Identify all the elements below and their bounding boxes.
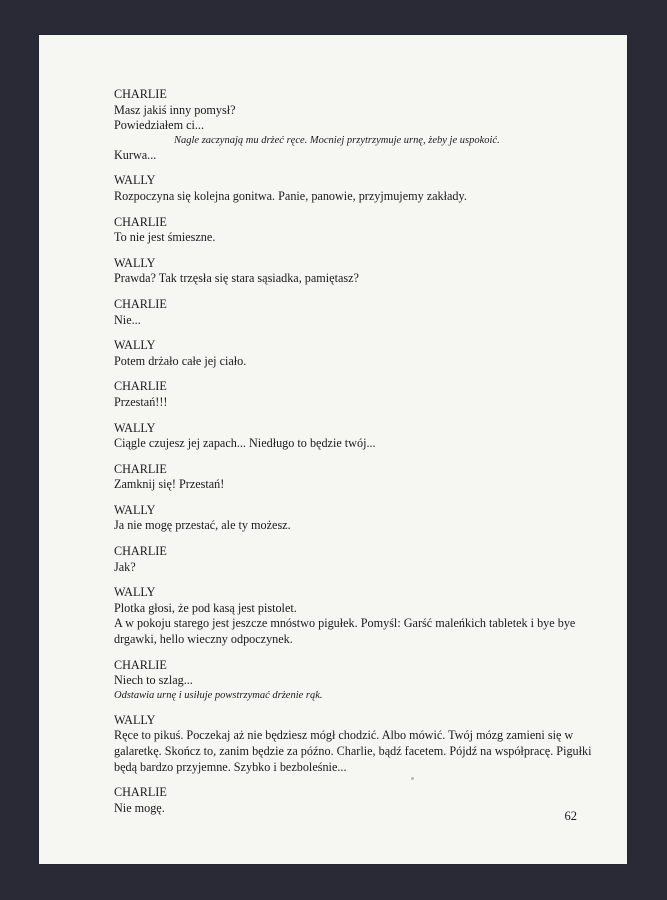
dialogue-block xyxy=(114,338,594,369)
dialogue-line: Przestań!!! xyxy=(114,394,168,409)
dialogue-block xyxy=(114,503,594,534)
speaker-name: WALLY xyxy=(114,338,156,353)
document-page xyxy=(39,35,627,864)
dialogue-line: Ręce to pikuś. Poczekaj aż nie będziesz mógł chodzić. Albo mówić. Twój mózg zamieni się w galaretkę. Skończ to, zanim będzie za późno. Charlie, bądź facetem. Pójdź na współpracę. Pigułki będą bardzo przyjemne. Szybko i bezboleśnie... xyxy=(114,728,592,774)
dialogue-block xyxy=(114,173,594,204)
dialogue-block xyxy=(114,379,594,410)
dialogue-line: Ja nie mogę przestać, ale ty możesz. xyxy=(114,518,291,533)
dialogue-block xyxy=(114,713,594,775)
dialogue-line: Prawda? Tak trzęsła się stara sąsiadka, pamiętasz? xyxy=(114,271,359,286)
dialogue-block xyxy=(114,87,594,163)
speaker-name: WALLY xyxy=(114,585,156,600)
dialogue-line: Niech to szlag... xyxy=(114,673,193,688)
speaker-name: CHARLIE xyxy=(114,379,167,394)
speaker-name: CHARLIE xyxy=(114,657,167,672)
script-content xyxy=(114,87,594,826)
dialogue-line: Masz jakiś inny pomysł? xyxy=(114,102,236,117)
dialogue-line: Jak? xyxy=(114,559,136,574)
dialogue-line: A w pokoju starego jest jeszcze mnóstwo pigułek. Pomyśl: Garść maleńkich tabletek i bye bye drgawki, hello wieczny odpoczynek. xyxy=(114,616,576,647)
speaker-name: CHARLIE xyxy=(114,785,167,800)
dialogue-line: Potem drżało całe jej ciało. xyxy=(114,353,247,368)
dialogue-block xyxy=(114,256,594,287)
page-number: 62 xyxy=(564,809,577,823)
speaker-name: WALLY xyxy=(114,173,156,188)
speaker-name: CHARLIE xyxy=(114,461,167,476)
speaker-name: WALLY xyxy=(114,255,156,270)
stage-direction: Nagle zaczynają mu drżeć ręce. Mocniej przytrzymuje urnę, żeby je uspokoić. xyxy=(174,134,500,146)
speaker-name: WALLY xyxy=(114,420,156,435)
paper-speck xyxy=(411,777,414,780)
dialogue-block xyxy=(114,785,594,816)
dialogue-line: Zamknij się! Przestań! xyxy=(114,477,225,492)
dialogue-block xyxy=(114,297,594,328)
dialogue-line: Powiedziałem ci... xyxy=(114,118,205,133)
speaker-name: CHARLIE xyxy=(114,214,167,229)
dialogue-block xyxy=(114,421,594,452)
dialogue-block xyxy=(114,462,594,493)
stage-direction: Odstawia urnę i usiłuje powstrzymać drżenie rąk. xyxy=(114,689,323,701)
dialogue-block xyxy=(114,658,594,703)
dialogue-line: Plotka głosi, że pod kasą jest pistolet. xyxy=(114,600,297,615)
speaker-name: CHARLIE xyxy=(114,544,167,559)
speaker-name: CHARLIE xyxy=(114,296,167,311)
dialogue-line: Nie... xyxy=(114,312,141,327)
dialogue-line: Nie mogę. xyxy=(114,800,165,815)
speaker-name: CHARLIE xyxy=(114,87,167,101)
speaker-name: WALLY xyxy=(114,502,156,517)
dialogue-line: Rozpoczyna się kolejna gonitwa. Panie, panowie, przyjmujemy zakłady. xyxy=(114,188,467,203)
dialogue-line: Kurwa... xyxy=(114,147,157,162)
dialogue-block xyxy=(114,585,594,647)
dialogue-block xyxy=(114,215,594,246)
dialogue-block xyxy=(114,544,594,575)
dialogue-line: Ciągle czujesz jej zapach... Niedługo to będzie twój... xyxy=(114,436,376,451)
speaker-name: WALLY xyxy=(114,712,156,727)
dialogue-line: To nie jest śmieszne. xyxy=(114,230,216,245)
